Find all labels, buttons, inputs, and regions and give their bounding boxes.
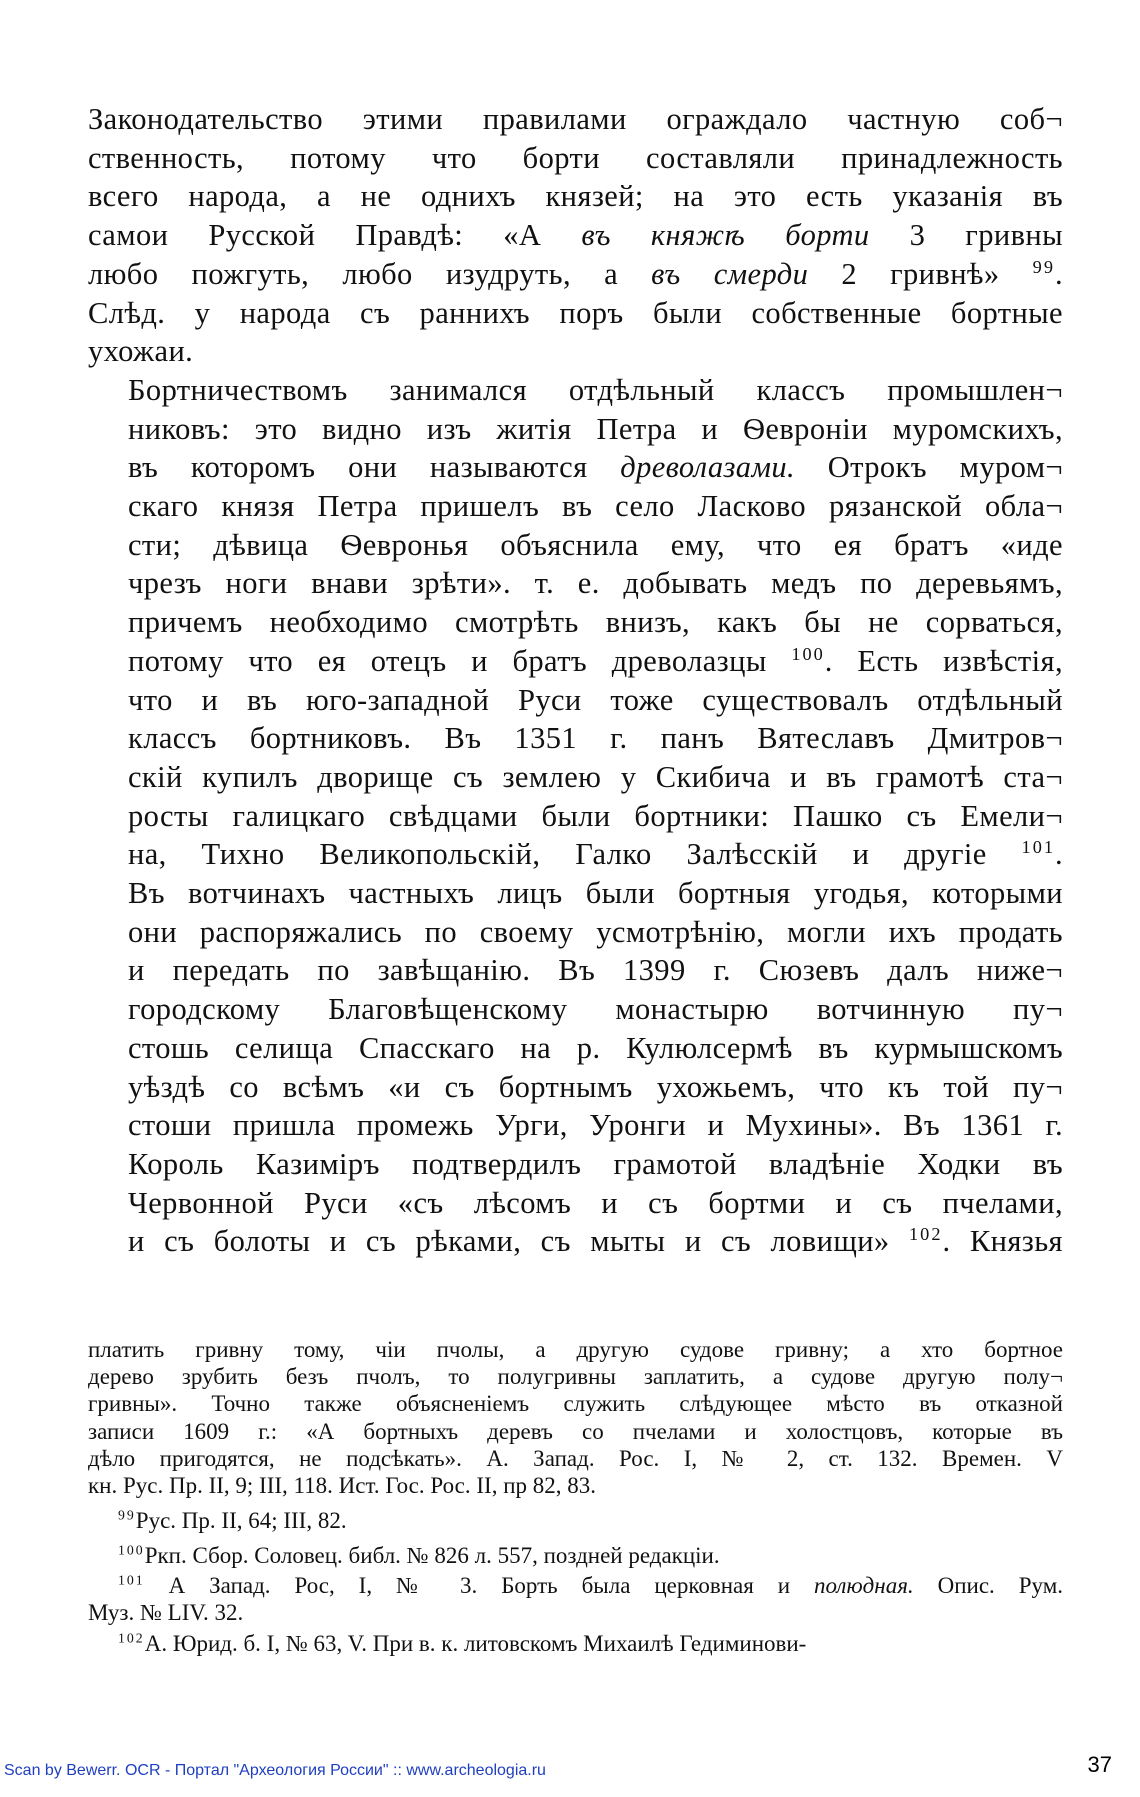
text-line: Король Казиміръ подтвердилъ грамотой владѣніе Ходки въ [128,1146,1063,1181]
text-line: стошь селища Спасскаго на р. Кулюлсермѣ въ курмышскомъ [128,1030,1063,1065]
footnote-number-100: 100 [118,1542,145,1558]
text-run: самои Русской Правдѣ: «А [88,218,582,253]
text-run: 3 гривны [869,218,1064,253]
text-line: всего народа, а не однихъ князей; на это есть указанія въ [88,179,1063,214]
footnote-99 [88,1507,1063,1534]
footnotes [88,1336,1063,1657]
text-line: росты галицкаго свѣдцами были бортники: Пашко съ Емели¬ [128,798,1063,833]
text-line: уѣздѣ со всѣмъ «и съ бортнымъ ухожьемъ, что къ той пу¬ [128,1069,1063,1104]
text-run: . [1054,256,1063,291]
footnote-text: Ркп. Сбор. Соловец. библ. № 826 л. 557, поздней редакціи. [144,1543,720,1569]
emphasis-drevolazami: древолазами. [620,450,795,485]
text-line: Слѣд. у народа съ раннихъ поръ были собственные бортные [88,295,1063,330]
text-line: Бортничествомъ занимался отдѣльный классъ промышлен¬ [128,372,1063,407]
text-line: сти; дѣвица Ѳевронья объяснила ему, что ея братъ «иде [128,527,1063,562]
text-run: любо пожгуть, любо изудруть, а [88,256,652,291]
footnote-line: кн. Рус. Пр. II, 9; III, 118. Ист. Гос. Рос. II, пр 82, 83. [88,1473,596,1499]
text-run: Отрокъ муром¬ [795,450,1064,485]
text-run: . [1054,837,1063,872]
footnote-102 [88,1630,1063,1657]
footnote-line: платить гривну тому, чіи пчолы, а другую судове гривну; а хто бортное [88,1337,1063,1362]
paragraph-1 [88,100,1063,371]
text-line: чрезъ ноги внави зрѣти». т. е. добывать медъ по деревьямъ, [128,566,1063,601]
text-line [88,216,1063,255]
footnote-ref-99[interactable]: 99 [1032,256,1055,277]
text-line: что и въ юго-западной Руси тоже существовалъ отдѣльный [128,682,1063,717]
footnote-number-101: 101 [118,1571,145,1587]
footnote-ref-100[interactable]: 100 [791,643,825,664]
text-run: . Князья [942,1224,1063,1259]
text-line: Законодательство этими правилами ограждало частную соб¬ [88,102,1063,136]
text-line: Червонной Руси «съ лѣсомъ и съ бортми и съ пчелами, [128,1185,1063,1220]
footnote-line: Муз. № LIV. 32. [88,1599,244,1625]
text-line: Въ вотчинахъ частныхъ лицъ были бортныя угодья, которыми [128,876,1063,911]
emphasis-kniazhe-borti: въ княжѣ борти [581,218,870,253]
paragraph-2 [88,371,1063,1261]
footnote-number-102: 102 [118,1630,145,1646]
footnote-line: дерево зрубить безъ пчолъ, то полугривны заплатить, а судове другую полу¬ [88,1364,1063,1390]
footnote-text: А. Юрид. б. I, № 63, V. При в. к. литовскомъ Михаилѣ Гедиминови- [144,1631,807,1657]
footnote-100 [88,1542,1063,1569]
text-line: причемъ необходимо смотрѣть внизъ, какъ бы не сорваться, [128,605,1063,640]
text-line: ственность, потому что борти составляли принадлежность [88,140,1063,175]
text-line [88,448,1063,487]
footnote-101 [88,1572,1063,1626]
footnote-text: Рус. Пр. II, 64; III, 82. [135,1508,347,1534]
text-line: стоши пришла промежь Урги, Уронги и Мухины». Въ 1361 г. [128,1108,1063,1143]
text-line: скій купилъ дворище съ землею у Скибича и въ грамотѣ ста¬ [128,759,1063,794]
footnote-line: дѣло пригодятся, не подсѣкать». А. Запад. Рос. I, № 2, ст. 132. Времен. V [88,1445,1063,1471]
footnote-line [88,1572,1063,1599]
text-run: . Есть извѣстія, [824,643,1063,678]
text-line [88,255,1063,294]
footnote-line: гривны». Точно также объясненіемъ служить слѣдующее мѣсто въ отказной [88,1391,1063,1417]
footnote-ref-102[interactable]: 102 [909,1224,943,1245]
text-line [88,642,1063,681]
footnote-text: А Запад. Рос, I, № 3. Борть была церковная и [144,1572,814,1598]
text-run: въ которомъ они называются [128,450,621,485]
text-line: никовъ: это видно изъ житія Петра и Ѳевроніи муромскихъ, [128,411,1063,446]
text-line: городскому Благовѣщенскому монастырю вотчинную пу¬ [128,992,1063,1027]
emphasis-smerdi: въ смерди [651,256,809,291]
scan-credit-link[interactable]: Scan by Bewerr. OCR - Портал "Археология России" :: www.archeologia.ru [4,1762,546,1779]
text-line [88,1222,1063,1261]
text-run: 2 гривнѣ» [808,256,1033,291]
page-number: 37 [1087,1752,1112,1777]
footnote-continuation [88,1336,1063,1499]
footnote-number-99: 99 [118,1507,136,1523]
footnote-text: Опис. Рум. [913,1572,1064,1598]
text-run: на, Тихно Великопольскій, Галко Залѣсскій и другіе [128,837,1022,872]
emphasis-poliudnaia: полюдная. [814,1572,914,1598]
text-line: ухожаи. [88,334,194,369]
text-line: скаго князя Петра пришелъ въ село Ласково рязанской обла¬ [128,489,1063,524]
text-line [88,835,1063,874]
text-line: они распоряжались по своему усмотрѣнію, могли ихъ продать [128,914,1063,949]
text-run: потому что ея отецъ и братъ древолазцы [128,643,792,678]
text-run: и съ болоты и съ рѣками, съ мыты и съ ловищи» [128,1224,910,1259]
text-line: классъ бортниковъ. Въ 1351 г. панъ Вятеславъ Дмитров¬ [128,721,1063,756]
footnote-ref-101[interactable]: 101 [1021,837,1055,858]
main-text [88,100,1063,1261]
text-line: и передать по завѣщанію. Въ 1399 г. Сюзевъ далъ ниже¬ [128,953,1063,988]
footnote-line: записи 1609 г.: «А бортныхъ деревъ со пчелами и холостцовъ, которые въ [88,1418,1063,1444]
